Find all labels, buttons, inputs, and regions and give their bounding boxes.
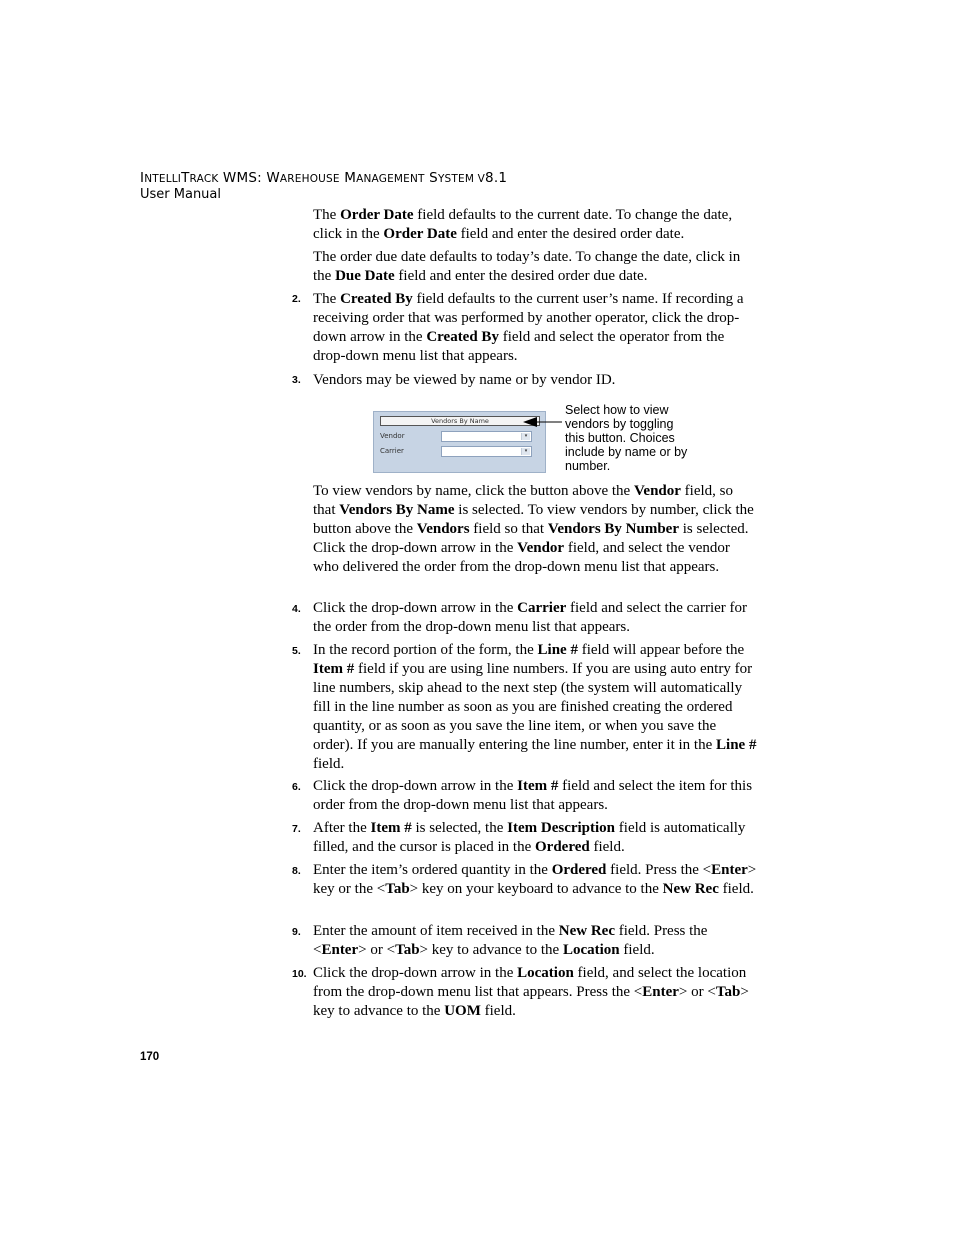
step-line-number [313,641,759,774]
bold-term: Location [517,965,574,981]
step-item-description [313,819,759,857]
hdr-part: YSTEM [437,173,475,185]
text: Vendors may be viewed by name or by vendor ID. [313,372,616,388]
text: field, and select the location from the drop-down menu list that appears. Press the < [313,965,747,1000]
bold-term: Enter [321,942,359,958]
text: field. [313,756,345,772]
bold-term: Vendors By Name [339,502,455,518]
hdr-part: NTELLI [144,173,182,185]
bold-term: New Rec [662,881,719,897]
text: To view vendors by name, click the button above the [313,483,634,499]
text: > or < [358,942,396,958]
bold-term: Order Date [383,226,457,242]
bold-term: Line # [537,642,578,658]
vendor-form-screenshot [373,411,546,473]
step-item [313,777,759,815]
step-vendors [313,371,759,390]
hdr-part: T [181,170,190,186]
bold-term: Item # [313,661,355,677]
bold-term: New Rec [558,923,615,939]
bold-term: Vendor [517,540,565,556]
text: In the record portion of the form, the [313,642,538,658]
bold-term: Item # [517,778,559,794]
page-number: 170 [140,1051,160,1063]
text: is selected. To view vendors by number, click the button above the [313,502,754,537]
bold-term: Enter [711,862,748,878]
text: field. Press the < [606,862,712,878]
bold-term: Created By [426,329,499,345]
text: The [313,207,341,223]
step-number: 10. [292,968,307,980]
text: field will appear before the [577,642,745,658]
text: The order due date defaults to today’s date. To change the date, click in the [313,249,741,284]
hdr-part: AREHOUSE [279,173,340,185]
step-number: 4. [292,603,301,615]
bold-term: UOM [444,1003,481,1019]
text: field and select the item for this order from the drop-down menu list that appears. [313,778,753,813]
vendor-dropdown[interactable] [441,431,532,442]
callout-arrow-icon [523,415,563,429]
chevron-down-icon[interactable]: ▾ [521,448,530,455]
bold-term: Order Date [340,207,414,223]
bold-term: Ordered [551,862,607,878]
text: > key to advance to the [419,942,563,958]
text: field defaults to the current date. To change the date, click in the [313,207,733,242]
text: > key on your keyboard to advance to the [409,881,663,897]
step-carrier [313,599,759,637]
hdr-part: RACK [189,173,219,185]
bold-term: Vendors By Number [547,521,679,537]
bold-term: Vendor [633,483,681,499]
text: field. [718,881,754,897]
text: > or < [678,984,716,1000]
text: field so that [469,521,548,537]
bold-term: Tab [385,881,410,897]
text: field and enter the desired order date. [456,226,685,242]
text: > key to advance to the [313,984,749,1019]
text: The [313,291,341,307]
text: field. Press the < [313,923,708,958]
hdr-part: I [140,170,145,186]
bold-term: Enter [642,984,679,1000]
bold-term: Ordered [535,839,590,855]
step-ordered [313,861,759,899]
step-number: 8. [292,865,301,877]
text: is selected. Click the drop-down arrow in the [313,521,749,556]
text: field, so that [313,483,733,518]
bold-term: Due Date [335,268,395,284]
bold-term: Carrier [517,600,567,616]
running-header-subtitle: User Manual [140,187,222,202]
step-number: 5. [292,645,301,657]
text: field. [619,942,655,958]
text: field if you are using line numbers. If you are using auto entry for line numbers, skip ahead to the next step (the system will automatically fill in the line number as soon as you are finished creating the ordered quantity, or as soon as you save the line item, or when you save the order). If you are manually entering the line number, enter it in the [313,661,753,753]
hdr-part: 8.1 [485,170,508,186]
bold-term: Item # [370,820,412,836]
bold-term: Tab [395,942,420,958]
text: is selected, the [411,820,508,836]
text: field defaults to the current user’s name. If recording a receiving order that was performed by another operator, click the drop-down arrow in the [313,291,744,345]
text: After the [313,820,371,836]
step-number: 3. [292,374,301,386]
bold-term: Line # [716,737,757,753]
hdr-part: ANAGEMENT [356,173,425,185]
figure-callout: Select how to view vendors by toggling this button. Choices include by name or by number. [565,403,688,473]
hdr-part: WMS: W [218,170,280,186]
text: field, and select the vendor who delivered the order from the drop-down menu list that appears. [313,540,730,575]
bold-term: Item Description [507,820,616,836]
hdr-part: S [424,170,438,186]
text: Click the drop-down arrow in the [313,965,518,981]
text: Enter the amount of item received in the [313,923,559,939]
vendors-by-name-toggle-button[interactable]: Vendors By Name [380,416,540,426]
paragraph-due-date [313,248,759,286]
step-new-rec [313,922,759,960]
chevron-down-icon[interactable]: ▾ [521,433,530,440]
text: Click the drop-down arrow in the [313,600,518,616]
step-number: 7. [292,823,301,835]
hdr-part: V [474,173,486,185]
text: field. [589,839,625,855]
text: field. [480,1003,516,1019]
paragraph-view-vendors [313,482,759,577]
running-header-title [140,170,507,186]
step-number: 9. [292,926,301,938]
text: field and enter the desired order due date. [394,268,648,284]
step-number: 2. [292,293,301,305]
text: field is automatically filled, and the cursor is placed in the [313,820,746,855]
paragraph-order-date [313,206,759,244]
bold-term: Created By [340,291,413,307]
step-number: 6. [292,781,301,793]
text: Click the drop-down arrow in the [313,778,518,794]
bold-term: Vendors [416,521,470,537]
text: field and select the operator from the drop-down menu list that appears. [313,329,725,364]
vendor-label: Vendor [380,432,405,440]
text: field and select the carrier for the order from the drop-down menu list that appears. [313,600,747,635]
text: Enter the item’s ordered quantity in the [313,862,552,878]
text: > key or the < [313,862,757,897]
hdr-part: M [339,170,357,186]
carrier-dropdown[interactable] [441,446,532,457]
step-location [313,964,759,1021]
carrier-label: Carrier [380,447,404,455]
bold-term: Location [562,942,620,958]
step-created-by [313,290,759,366]
bold-term: Tab [715,984,741,1000]
